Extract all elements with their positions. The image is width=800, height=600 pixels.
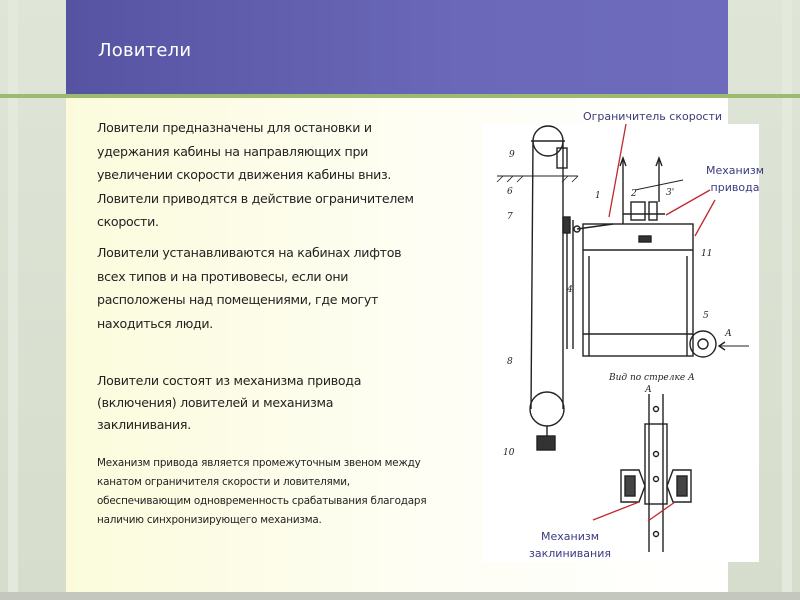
callout-10: 10	[503, 448, 515, 458]
right-stripe	[782, 0, 792, 592]
tension-pulley	[530, 392, 564, 426]
callout-3: 3'	[666, 188, 675, 198]
composition-paragraph: Ловители состоят из механизма привода (включения) ловителей и механизма заклинивания.	[97, 373, 362, 432]
callout-a-view: А	[645, 385, 652, 395]
view-caption: Вид по стрелке А	[609, 373, 695, 383]
speed-limiter-label: Ограничитель скорости	[582, 110, 723, 123]
callout-1: 1	[595, 191, 601, 201]
slide-title: Ловители	[98, 40, 192, 61]
callout-8: 8	[507, 357, 513, 367]
callout-4: 4	[567, 285, 573, 295]
installation-paragraph: Ловители устанавливаются на кабинах лифтов всех типов и на противовесы, если они расположены над помещениями, где могут находиться люди.	[97, 245, 402, 331]
drive-mechanism-label-line1: Механизм	[706, 164, 764, 177]
left-margin	[0, 0, 66, 592]
car-frame	[583, 224, 693, 356]
left-stripe	[8, 0, 18, 592]
wedge-mechanism-label-line1: Механизм	[541, 530, 599, 543]
callout-7: 7	[507, 212, 513, 222]
callout-9: 9	[509, 150, 515, 160]
wedge-mechanism-label-line2: заклинивания	[529, 547, 611, 560]
drive-mechanism-label-line2: привода	[710, 181, 760, 194]
callout-5: 5	[703, 311, 709, 321]
callout-2: 2	[631, 189, 637, 199]
drive-mechanism-label	[693, 162, 777, 196]
callout-11: 11	[701, 249, 713, 259]
wedge-mechanism-label	[520, 528, 620, 562]
purpose-paragraph: Ловители предназначены для остановки и удержания кабины на направляющих при увеличении скорости движения кабины вниз. Ловители приводятся в действие ограничителем скорости.	[97, 120, 414, 229]
drive-mechanism-paragraph: Механизм привода является промежуточным звеном между канатом ограничителя скорости и ловителями, обеспечивающим одновременность срабатывания благодаря наличию синхронизирующего механизма.	[97, 457, 427, 526]
callout-a: А	[725, 329, 732, 339]
bottom-bar	[0, 592, 800, 600]
callout-6: 6	[507, 187, 513, 197]
